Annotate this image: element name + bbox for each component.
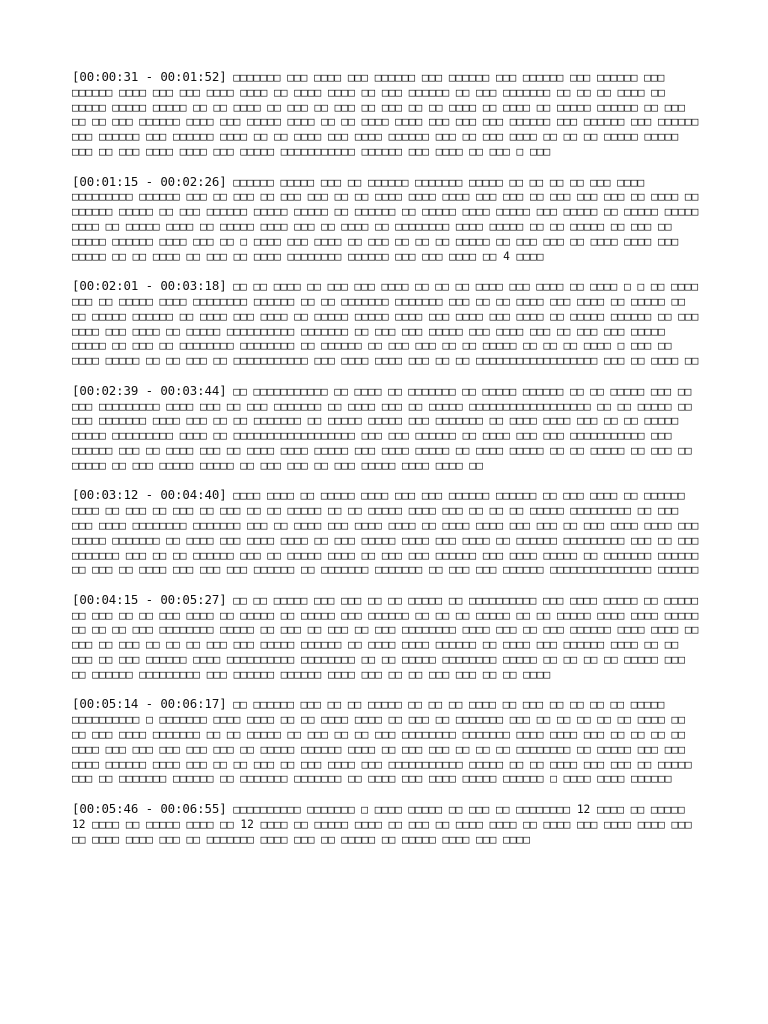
segment-text: □□□□ □□□□ □□ □□□□□ □□□□ □□□ □□□ □□□□□□ □□□□□□ □□ □□□ □□□□ □□ □□□□□□ □□□□ □□ □□□ □□ □□□ □□ □□□ □□ □□ □□□□□ □□ □□ □□□□□ □□□□ □□□ □□ □□ □□ □□□□□ □□□□□□□□□ □□ □□□ □□□ □□□□ □□□□□□□□ □□□□□□□ □□□ □□ □□□□ □□□ □□□□ □□□□ □□ □□□□ □□□□ □□□ □□□ □□ □□□ □□□□ □□□□ □□□ □□□□□ □□□□□□□ □□ □□□□ □□□ □□□□ □□□□ □□ □□□ □□□□□ □□□□ □□□ □□□□ □□ □□□□□□ □□□□□□□□□ □□□ □□ □□□ □□□□□□□ □□□ □□ □□ □□□□□□ □□□ □□ □□□□□ □□□□ □□ □□□ □□□ □□□□□□ □□□ □□□□ □□□□□ □□ □□□□□□□ □□□□□□ □□ □□□ □□ □□□□ □□□ □□□ □□□ □□□□□□ □□ □□□□□□□ □□□□□□□ □□ □□□ □□□ □□□□□□ □□□□□□□□□□□□□□□ □□□□□□	[72, 489, 699, 577]
transcript-segment-2	[72, 175, 702, 265]
segment-timestamp: [00:04:15 - 00:05:27]	[72, 591, 227, 607]
segment-timestamp: [00:02:01 - 00:03:18]	[72, 278, 227, 294]
transcript-segment-4	[72, 384, 702, 474]
segment-text: □□ □□□□□□□□□□□ □□ □□□□ □□ □□□□□□□ □□ □□□□□ □□□□□□ □□ □□ □□□□□ □□□ □□ □□□ □□□□□□□□□ □□□□ □□□ □□ □□□ □□□□□□□ □□ □□□□ □□□ □□ □□□□□ □□□□□□□□□□□□□□□□□□ □□ □□ □□□□□ □□ □□□ □□□□□□□ □□□□ □□□ □□ □□ □□□□□□□ □□ □□□□□ □□□□□ □□□ □□□□□□□ □□ □□□□ □□□□ □□□ □□ □□ □□□□□ □□□□□ □□□□□□□□□ □□□□ □□ □□□□□□□□□□□□□□□□□□ □□□ □□□ □□□□□□ □□ □□□□ □□□ □□□ □□□□□□□□□□□ □□□ □□□□□□ □□□ □□ □□□□ □□□ □□ □□□□ □□□□ □□□□□ □□□ □□□□ □□□□□ □□ □□□□ □□□□□ □□ □□ □□□□□ □□ □□□ □□ □□□□□ □□ □□□ □□□□□ □□□□□ □□ □□□ □□□ □□ □□□ □□□□□ □□□□ □□□□ □□	[72, 384, 692, 472]
segment-timestamp: [00:02:39 - 00:03:44]	[72, 382, 227, 398]
transcript-segment-3	[72, 279, 702, 369]
transcript-segment-5	[72, 488, 702, 578]
segment-timestamp: [00:00:31 - 00:01:52]	[72, 69, 227, 84]
segment-timestamp: [00:01:15 - 00:02:26]	[72, 173, 227, 189]
transcript-segment-8	[72, 802, 702, 847]
transcript-segment-7	[72, 697, 702, 787]
segment-text: □□□□□□□□□□ □□□□□□□ □ □□□□ □□□□□ □□ □□□ □□ □□□□□□□□ 12 □□□□ □□ □□□□□ 12 □□□□ □□ □□□□□ □□□□ □□ 12 □□□□ □□ □□□□□ □□□□ □□ □□□ □□ □□□□ □□□□ □□ □□□□ □□□ □□□□ □□□□ □□□ □□ □□□□ □□□□ □□□ □□ □□□□□□□ □□□□ □□□ □□ □□□□□ □□ □□□□□ □□□□ □□□ □□□□	[72, 803, 692, 846]
segment-timestamp: [00:05:14 - 00:06:17]	[72, 696, 227, 712]
segment-timestamp: [00:05:46 - 00:06:55]	[72, 801, 227, 817]
segment-timestamp: [00:03:12 - 00:04:40]	[72, 487, 227, 503]
segment-text: □□ □□□□□□ □□□ □□ □□ □□□□□ □□ □□ □□ □□□□ □□ □□□ □□ □□ □□ □□ □□□□□ □□□□□□□□□□ □ □□□□□□□ □□□□ □□□□ □□ □□ □□□□ □□□□ □□ □□□ □□ □□□□□□□ □□□ □□ □□ □□ □□ □□ □□□□ □□ □□ □□□ □□□□ □□□□□□□ □□ □□ □□□□□ □□ □□□ □□ □□ □□□ □□□□□□□□ □□□□□□□ □□□□ □□□□ □□□ □□ □□ □□ □□ □□□□ □□□ □□□ □□□ □□□ □□□ □□ □□□□□ □□□□□□ □□□□ □□ □□□ □□□ □□ □□ □□ □□□□□□□□ □□ □□□□□ □□□ □□□ □□□□ □□□□□□ □□□□ □□□ □□ □□ □□□ □□ □□□ □□□□ □□□ □□□□□□□□□□□ □□□□□ □□ □□ □□□□ □□□ □□□ □□ □□□□□ □□□ □□ □□□□□□□ □□□□□□ □□ □□□□□□□ □□□□□□□ □□ □□□□ □□□ □□□□ □□□□□ □□□□□□ □ □□□□ □□□□ □□□□□□	[72, 698, 692, 786]
segment-text: □□□□□□ □□□□□ □□□ □□ □□□□□□ □□□□□□□ □□□□□ □□ □□ □□ □□ □□□ □□□□ □□□□□□□□□ □□□□□□ □□□ □□ □□□ □□ □□□ □□□ □□ □□ □□□□ □□□□ □□□□ □□□ □□□ □□ □□□ □□□ □□□ □□ □□□□ □□ □□□□□□ □□□□□ □□ □□□ □□□□□□ □□□□□ □□□□□ □□ □□□□□□ □□ □□□□□ □□□□ □□□□□ □□□ □□□□□ □□ □□□□□ □□□□□ □□□□ □□ □□□□□ □□□□ □□ □□□□□ □□□□ □□□ □□ □□□□ □□ □□□□□□□□ □□□□ □□□□□ □□ □□ □□□□□ □□ □□□ □□ □□□□□ □□□□□□ □□□□ □□□ □□ □ □□□□ □□□ □□□□ □□ □□□ □□ □□ □□ □□□□□ □□ □□□ □□□ □□ □□□□ □□□□ □□□ □□□□□ □□ □□ □□□□ □□ □□□ □□ □□□□ □□□□□□□□ □□□□□□ □□□ □□□ □□□□ □□ 4 □□□□	[72, 175, 699, 263]
segment-text: □□ □□ □□□□□ □□□ □□□ □□ □□ □□□□□ □□ □□□□□□□□□□ □□□ □□□□ □□□□□ □□ □□□□□ □□ □□□ □□ □□ □□□ □□□□ □□ □□□□□ □□ □□□□□ □□□ □□□□□□ □□ □□ □□ □□□□□ □□ □□ □□□□□ □□□□ □□□□ □□□□□ □□ □□ □□ □□□ □□□□□□□□ □□□□□ □□ □□□ □□ □□□ □□ □□□ □□□□□□□□ □□□□ □□□ □□ □□□ □□□□□□ □□□□ □□□□ □□ □□□ □□ □□□ □□ □□ □□ □□□ □□□ □□□□□ □□□□□□ □□ □□□□ □□□□ □□□□□□ □□ □□□□ □□□ □□□□□□ □□□□ □□ □□ □□□ □□ □□□ □□□□□□ □□□□ □□□□□□□□□□ □□□□□□□□ □□ □□ □□□□□ □□□□□□□□ □□□□□ □□ □□ □□ □□ □□□□□ □□□ □□ □□□□□□ □□□□□□□□□ □□□ □□□□□□ □□□□□□ □□□□ □□□ □□ □□ □□□ □□□ □□ □□ □□□□	[72, 593, 699, 681]
segment-text: □□□□□□□ □□□ □□□□ □□□ □□□□□□ □□□ □□□□□□ □□□ □□□□□□ □□□ □□□□□□ □□□ □□□□□□ □□□□ □□□ □□□ □□□□ □□□□ □□ □□□□ □□□□ □□ □□□ □□□□□□ □□ □□□ □□□□□□□ □□ □□ □□ □□□□ □□ □□□□□ □□□□□ □□□□□ □□ □□ □□□□ □□ □□□ □□ □□□ □□ □□□ □□ □□ □□□□ □□ □□□□ □□ □□□□□ □□□□□□ □□ □□□ □□ □□ □□□ □□□□□□ □□□□ □□□ □□□□□ □□□□ □□ □□ □□□□ □□□□ □□□ □□□ □□□ □□□□□□ □□□ □□□□□□ □□□ □□□□□□ □□□ □□□□□□ □□□ □□□□□□ □□□□ □□ □□ □□□□ □□□ □□□□ □□□□□□ □□□ □□ □□□ □□□□ □□ □□ □□ □□□□□ □□□□□ □□□ □□ □□□ □□□□ □□□□ □□□ □□□□□ □□□□□□□□□□□ □□□□□□ □□□ □□□□ □□ □□□ □ □□□	[72, 71, 699, 158]
transcript-segment-1	[72, 70, 702, 160]
transcript-document	[72, 70, 702, 862]
segment-text: □□ □□ □□□□ □□ □□□ □□□ □□□□ □□ □□ □□ □□□□ □□□ □□□□ □□ □□□□ □ □ □□ □□□□ □□□ □□ □□□□□ □□□□ □□□□□□□□ □□□□□□ □□ □□ □□□□□□□ □□□□□□□ □□□ □□ □□ □□□□ □□□ □□□□ □□ □□□□□ □□ □□ □□□□□ □□□□□□ □□ □□□□ □□□ □□□□ □□ □□□□□ □□□□□ □□□□ □□□ □□□□ □□□ □□□□ □□ □□□□□ □□□□□□ □□ □□□ □□□□ □□□ □□□□ □□ □□□□□ □□□□□□□□□□ □□□□□□□ □□ □□□ □□□ □□□□□ □□□ □□□□ □□□ □□ □□□ □□□ □□□□□ □□□□□ □□ □□□ □□ □□□□□□□□ □□□□□□□□ □□ □□□□□□ □□ □□□ □□□ □□ □□ □□□□□ □□ □□ □□ □□□□ □ □□□ □□ □□□□ □□□□□ □□ □□ □□□ □□ □□□□□□□□□□□ □□□ □□□□ □□□□ □□□ □□ □□ □□□□□□□□□□□□□□□□□□ □□□ □□ □□□□ □□	[72, 280, 699, 368]
transcript-segment-6	[72, 593, 702, 683]
